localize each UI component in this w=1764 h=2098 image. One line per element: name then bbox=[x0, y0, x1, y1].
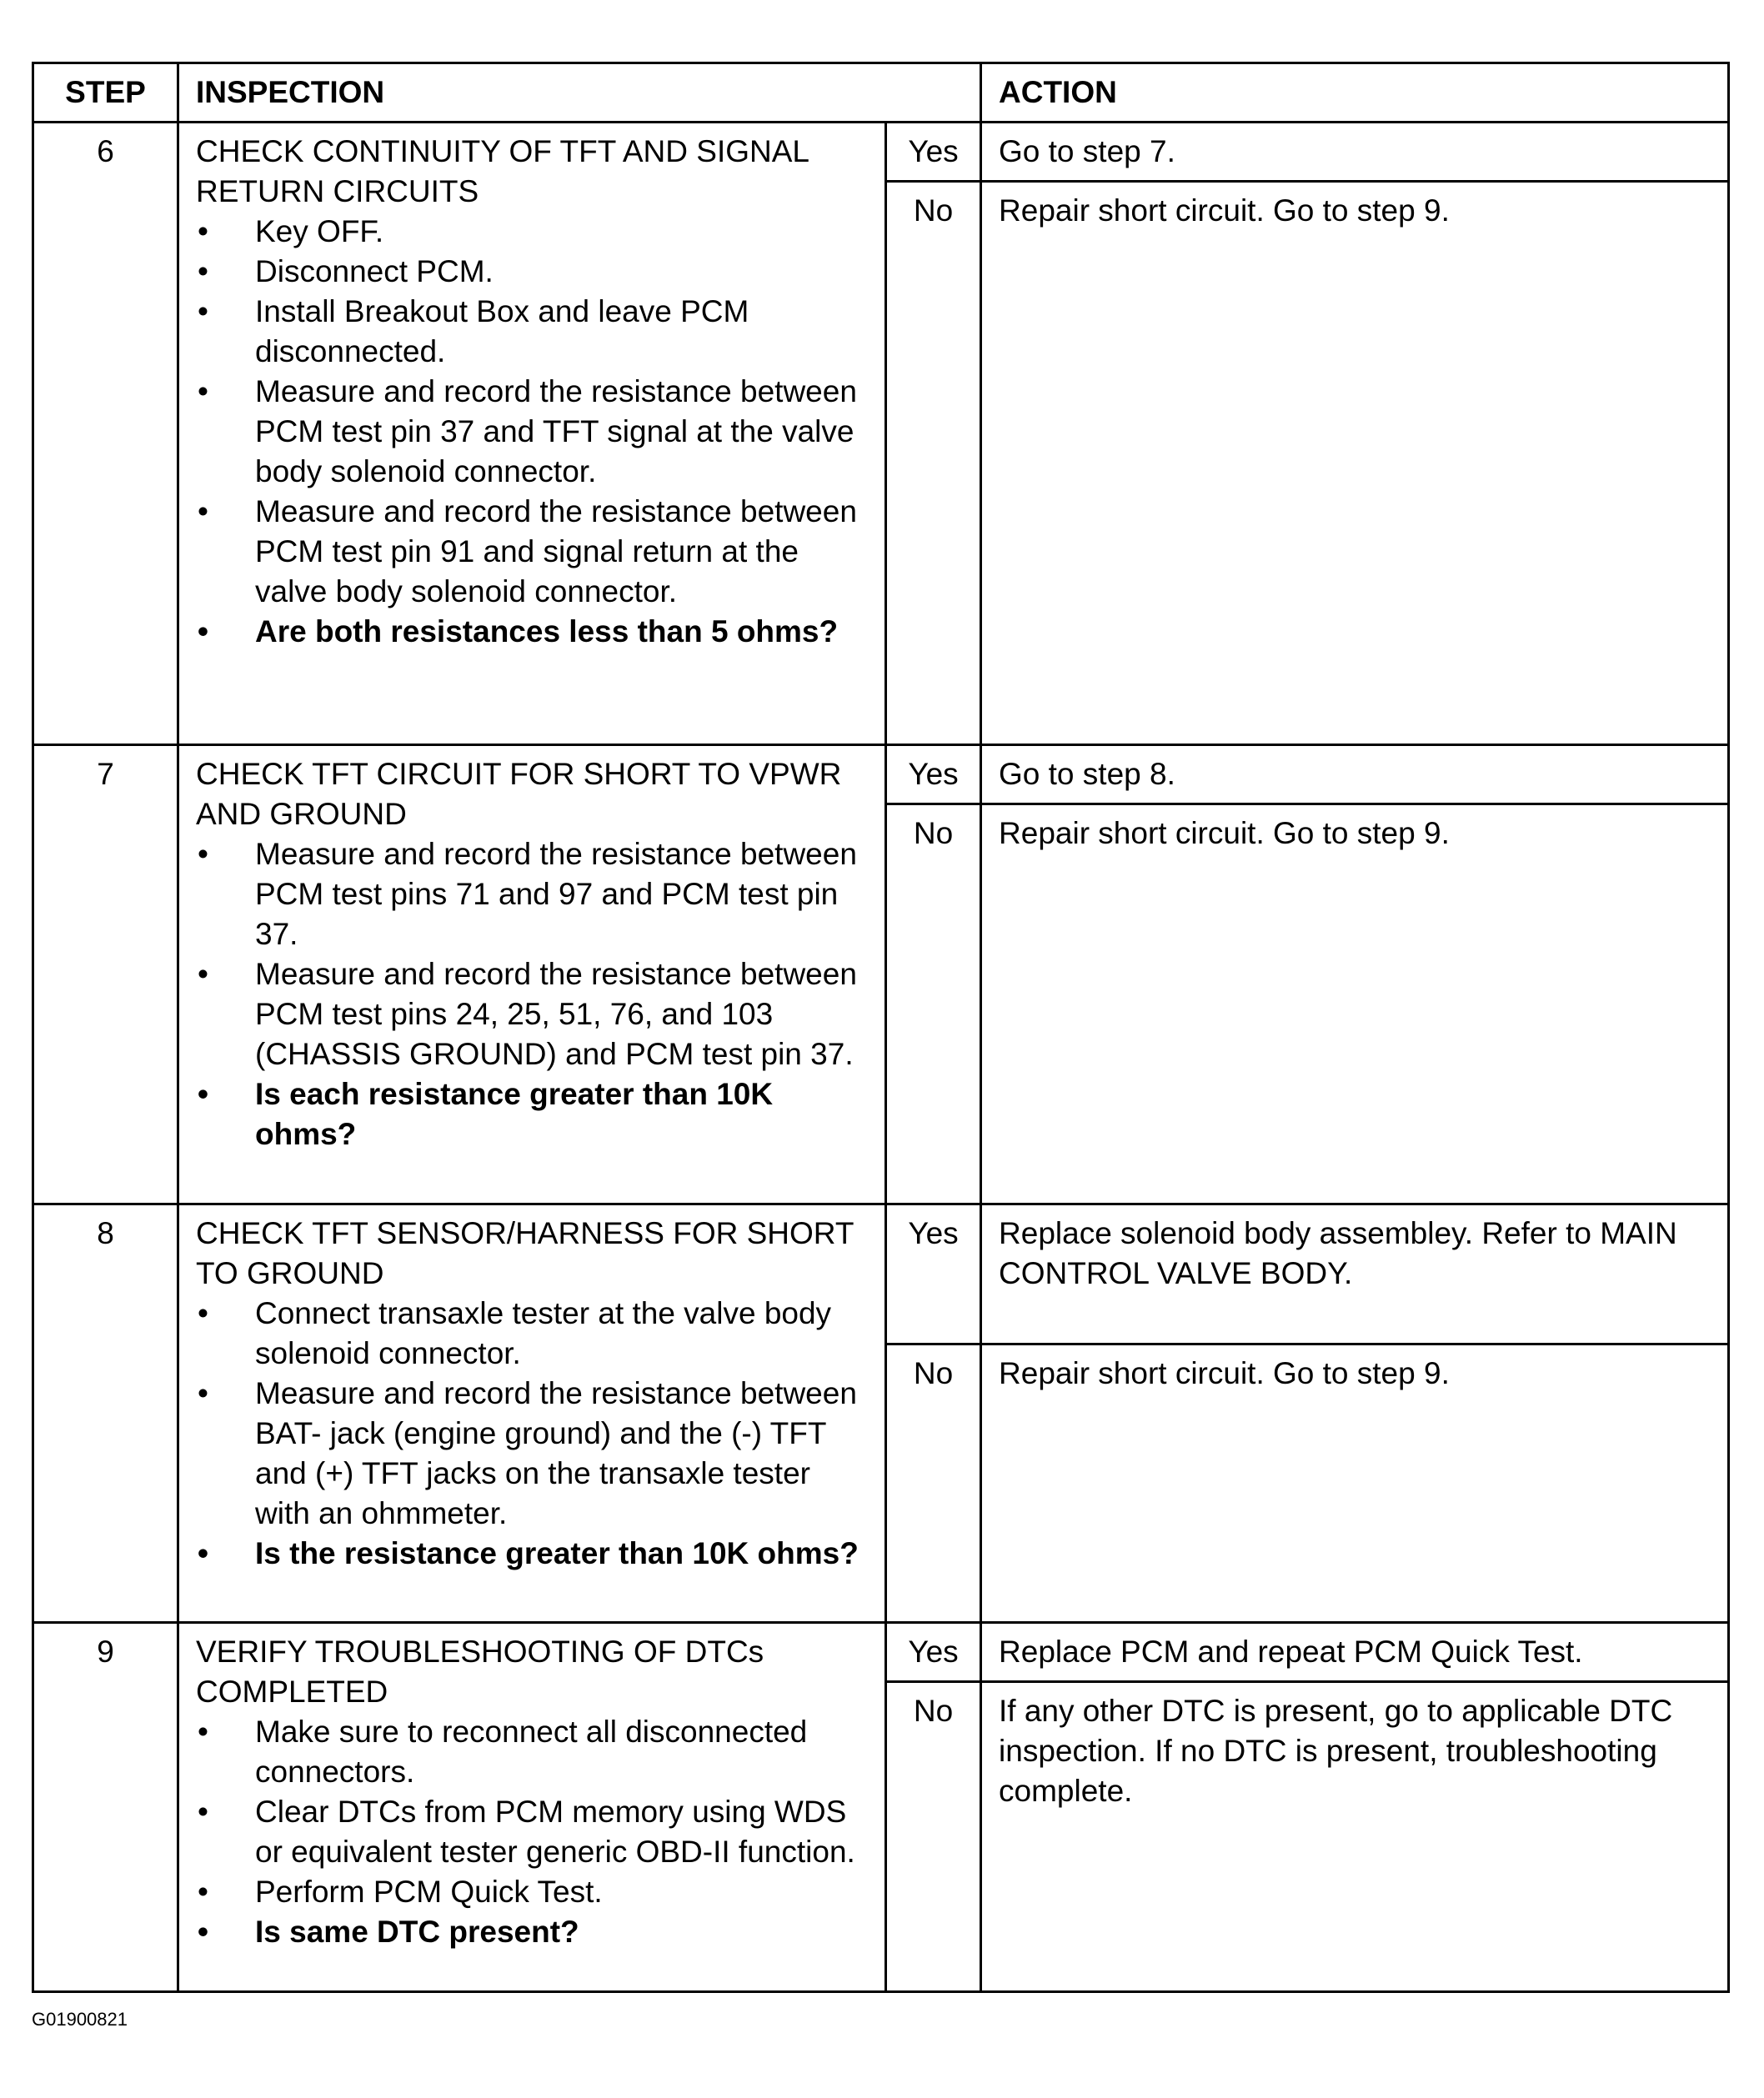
step-9-yes-row bbox=[33, 1623, 1729, 1682]
yes-label: Yes bbox=[886, 123, 981, 182]
step-9-inspection bbox=[178, 1623, 886, 1992]
figure-code: G01900821 bbox=[32, 2009, 128, 2030]
step-6-inspection bbox=[178, 123, 886, 745]
no-label: No bbox=[886, 804, 981, 1204]
inspection-question: • Is same DTC present? bbox=[196, 1912, 871, 1952]
inspection-item: • Install Breakout Box and leave PCM disconnected. bbox=[196, 292, 871, 372]
header-step: STEP bbox=[33, 63, 178, 123]
inspection-title: VERIFY TROUBLESHOOTING OF DTCs COMPLETED bbox=[196, 1635, 764, 1709]
step-number: 9 bbox=[33, 1623, 178, 1992]
inspection-item: • Measure and record the resistance between PCM test pins 24, 25, 51, 76, and 103 (CHASSIS GROUND) and PCM test pin 37. bbox=[196, 954, 871, 1074]
inspection-title: CHECK TFT CIRCUIT FOR SHORT TO VPWR AND GROUND bbox=[196, 757, 842, 831]
inspection-title: CHECK TFT SENSOR/HARNESS FOR SHORT TO GROUND bbox=[196, 1216, 854, 1290]
no-action: Repair short circuit. Go to step 9. bbox=[981, 804, 1729, 1204]
yes-action: Go to step 8. bbox=[981, 745, 1729, 804]
inspection-item: • Measure and record the resistance between PCM test pins 71 and 97 and PCM test pin 37. bbox=[196, 834, 871, 954]
yes-action: Replace PCM and repeat PCM Quick Test. bbox=[981, 1623, 1729, 1682]
inspection-question: • Is each resistance greater than 10K ohms? bbox=[196, 1074, 871, 1154]
no-action: Repair short circuit. Go to step 9. bbox=[981, 182, 1729, 745]
inspection-item: • Connect transaxle tester at the valve body solenoid connector. bbox=[196, 1294, 871, 1374]
yes-action: Replace solenoid body assembley. Refer to MAIN CONTROL VALVE BODY. bbox=[981, 1204, 1729, 1344]
inspection-list bbox=[196, 212, 871, 652]
inspection-item: • Make sure to reconnect all disconnected connectors. bbox=[196, 1712, 871, 1792]
no-label: No bbox=[886, 182, 981, 745]
yes-label: Yes bbox=[886, 1204, 981, 1344]
troubleshooting-table bbox=[32, 62, 1730, 1993]
step-7-yes-row bbox=[33, 745, 1729, 804]
inspection-item: • Measure and record the resistance between BAT- jack (engine ground) and the (-) TFT and (+) TFT jacks on the transaxle tester with an ohmmeter. bbox=[196, 1374, 871, 1534]
yes-label: Yes bbox=[886, 1623, 981, 1682]
step-8-yes-row bbox=[33, 1204, 1729, 1344]
no-label: No bbox=[886, 1682, 981, 1992]
inspection-question: • Is the resistance greater than 10K ohms? bbox=[196, 1534, 871, 1574]
step-number: 8 bbox=[33, 1204, 178, 1623]
step-6-yes-row bbox=[33, 123, 1729, 182]
inspection-list bbox=[196, 834, 871, 1154]
inspection-item: • Measure and record the resistance between PCM test pin 91 and signal return at the valve body solenoid connector. bbox=[196, 492, 871, 612]
step-number: 6 bbox=[33, 123, 178, 745]
header-row bbox=[33, 63, 1729, 123]
header-inspection: INSPECTION bbox=[178, 63, 981, 123]
inspection-question: • Are both resistances less than 5 ohms? bbox=[196, 612, 871, 652]
inspection-title: CHECK CONTINUITY OF TFT AND SIGNAL RETURN CIRCUITS bbox=[196, 134, 809, 208]
inspection-list bbox=[196, 1294, 871, 1574]
inspection-item: • Disconnect PCM. bbox=[196, 252, 871, 292]
inspection-list bbox=[196, 1712, 871, 1952]
step-number: 7 bbox=[33, 745, 178, 1204]
inspection-item: • Measure and record the resistance between PCM test pin 37 and TFT signal at the valve body solenoid connector. bbox=[196, 372, 871, 492]
no-action: Repair short circuit. Go to step 9. bbox=[981, 1344, 1729, 1623]
inspection-item: • Key OFF. bbox=[196, 212, 871, 252]
no-label: No bbox=[886, 1344, 981, 1623]
inspection-item: • Perform PCM Quick Test. bbox=[196, 1872, 871, 1912]
step-8-inspection bbox=[178, 1204, 886, 1623]
yes-action: Go to step 7. bbox=[981, 123, 1729, 182]
header-action: ACTION bbox=[981, 63, 1729, 123]
yes-label: Yes bbox=[886, 745, 981, 804]
no-action: If any other DTC is present, go to applicable DTC inspection. If no DTC is present, troubleshooting complete. bbox=[981, 1682, 1729, 1992]
inspection-item: • Clear DTCs from PCM memory using WDS or equivalent tester generic OBD-II function. bbox=[196, 1792, 871, 1872]
step-7-inspection bbox=[178, 745, 886, 1204]
